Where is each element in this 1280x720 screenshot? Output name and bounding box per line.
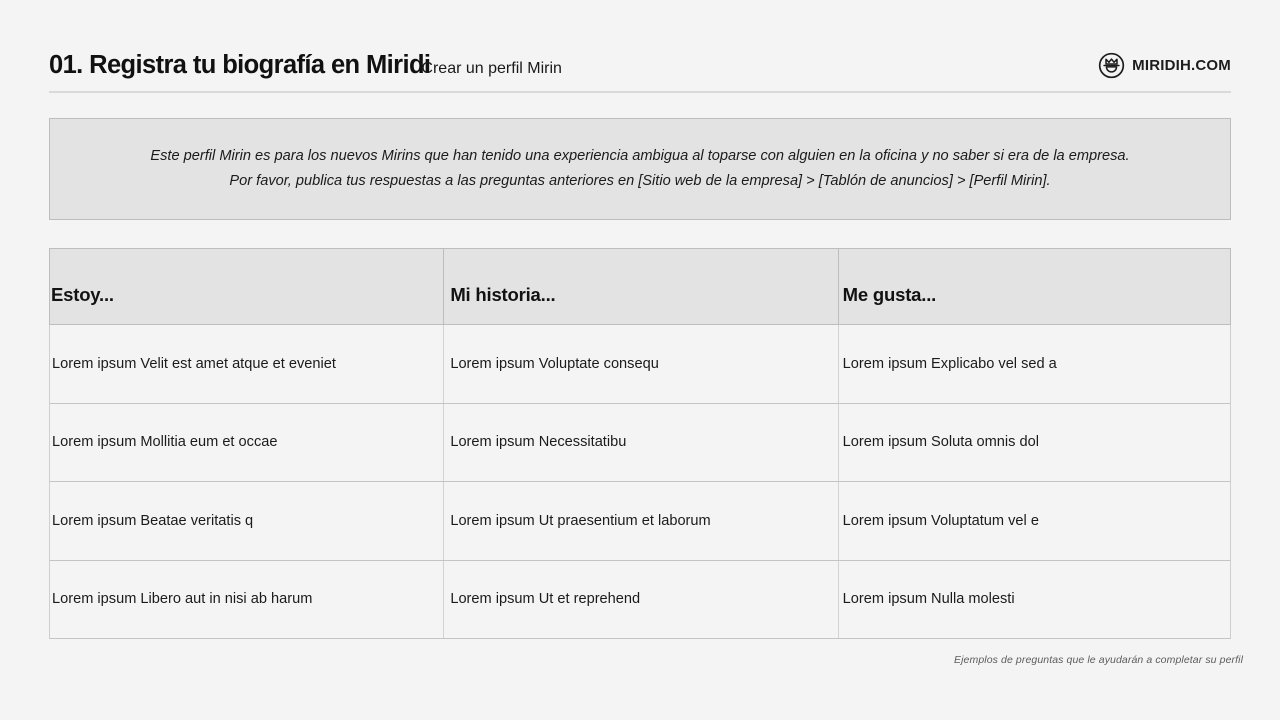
table-cell-text: Lorem ipsum Ut et reprehend [450,591,641,608]
table-cell[interactable] [838,561,1230,639]
table-cell-text: Lorem ipsum Velit est amet atque et eveniet [52,355,336,372]
column-header-label: Estoy... [51,284,114,305]
table-cell-text: Lorem ipsum Voluptatum vel e [842,512,1039,529]
brand-name: MIRIDIH.COM [1132,57,1231,74]
profile-questions-table [49,248,1231,639]
table-cell-text: Lorem ipsum Mollitia eum et occae [52,434,278,451]
miridih-circle-logo-icon [1098,52,1125,79]
table-row [49,561,1231,640]
table-cell-text: Lorem ipsum Beatae veritatis q [52,512,254,529]
table-row [49,482,1231,561]
table-cell[interactable] [838,404,1230,482]
table-cell[interactable] [443,325,837,403]
instruction-note-box [49,118,1231,220]
page-title: 01. Registra tu biografía en Miridi [49,51,431,79]
table-cell-text: Lorem ipsum Libero aut in nisi ab harum [52,591,313,608]
table-cell[interactable] [443,561,837,639]
table-cell-text: Lorem ipsum Voluptate consequ [450,355,659,372]
table-cell-text: Lorem ipsum Explicabo vel sed a [842,355,1057,372]
title-group [49,50,562,84]
column-header-label: Me gusta... [842,284,937,305]
table-cell-text: Lorem ipsum Nulla molesti [842,591,1015,608]
brand-lockup [1098,52,1231,79]
table-header-row [49,248,1231,325]
slide-header [49,50,1231,92]
page-subtitle: Crear un perfil Mirin [421,60,562,77]
table-row [49,325,1231,404]
column-header-label: Mi historia... [450,284,556,305]
table-cell[interactable] [50,561,443,639]
table-row [49,404,1231,483]
table-cell[interactable] [838,325,1230,403]
table-cell[interactable] [50,325,443,403]
footer-caption: Ejemplos de preguntas que le ayudarán a completar su perfil [954,654,1243,666]
table-cell-text: Lorem ipsum Soluta omnis dol [842,434,1039,451]
column-header-mi-historia [443,249,837,324]
table-cell-text: Lorem ipsum Ut praesentium et laborum [450,512,711,529]
column-header-estoy [50,249,443,324]
table-cell[interactable] [50,404,443,482]
table-cell[interactable] [443,404,837,482]
table-cell-text: Lorem ipsum Necessitatibu [450,434,627,451]
note-line-2: Por favor, publica tus respuestas a las preguntas anteriores en [Sitio web de la empresa] > [Tablón de anuncios] > [Perfil Mirin]. [229,173,1051,189]
table-cell[interactable] [838,482,1230,560]
table-cell[interactable] [443,482,837,560]
column-header-me-gusta [838,249,1230,324]
note-line-1: Este perfil Mirin es para los nuevos Mirins que han tenido una experiencia ambigua al toparse con alguien en la oficina y no saber si era de la empresa. [150,148,1130,164]
header-divider [49,91,1231,93]
table-cell[interactable] [50,482,443,560]
